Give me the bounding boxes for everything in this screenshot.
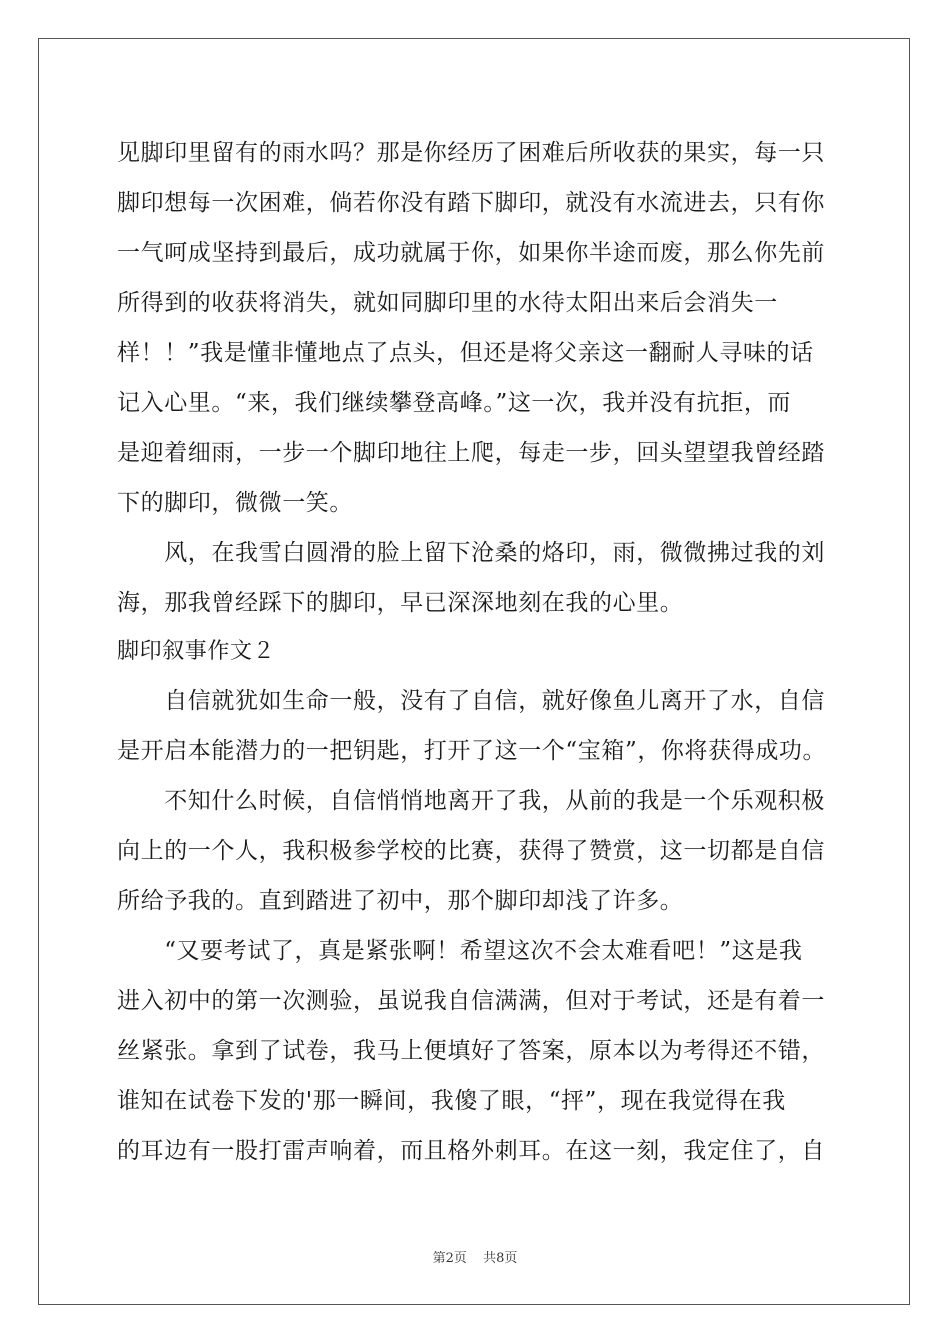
text-line: 一气呵成坚持到最后，成功就属于你，如果你半途而废，那么你先前 xyxy=(117,240,825,266)
document-body xyxy=(117,128,837,1176)
text-line: 谁知在试卷下发的'那一瞬间，我傻了眼，“抨”，现在我觉得在我 xyxy=(117,1088,786,1114)
text-line: 样！！”我是懂非懂地点了点头，但还是将父亲这一翻耐人寻味的话 xyxy=(117,340,814,366)
text-line: 是迎着细雨，一步一个脚印地往上爬，每走一步，回头望望我曾经踏 xyxy=(117,440,825,466)
text-line: “又要考试了，真是紧张啊！希望这次不会太难看吧！”这是我 xyxy=(117,938,803,964)
text-line: 不知什么时候，自信悄悄地离开了我，从前的我是一个乐观积极 xyxy=(117,788,825,814)
text-line: 脚印想每一次困难，倘若你没有踏下脚印，就没有水流进去，只有你 xyxy=(117,190,825,216)
text-line: 风，在我雪白圆滑的脸上留下沧桑的烙印，雨，微微拂过我的刘 xyxy=(117,540,825,566)
text-line: 见脚印里留有的雨水吗？那是你经历了困难后所收获的果实，每一只 xyxy=(117,140,825,166)
text-line: 是开启本能潜力的一把钥匙，打开了这一个“宝箱”，你将获得成功。 xyxy=(117,738,827,764)
text-line: 下的脚印，微微一笑。 xyxy=(117,490,353,516)
page-total: 共8页 xyxy=(483,1251,518,1266)
page-number: 第2页 xyxy=(432,1251,467,1266)
text-line: 的耳边有一股打雷声响着，而且格外刺耳。在这一刻，我定住了，自 xyxy=(117,1138,825,1164)
text-line: 丝紧张。拿到了试卷，我马上便填好了答案，原本以为考得还不错， xyxy=(117,1038,825,1064)
text-line: 记入心里。“来，我们继续攀登高峰。”这一次，我并没有抗拒，而 xyxy=(117,390,792,416)
text-line: 向上的一个人，我积极参学校的比赛，获得了赞赏，这一切都是自信 xyxy=(117,838,825,864)
text-line: 所给予我的。直到踏进了初中，那个脚印却浅了许多。 xyxy=(117,888,684,914)
section-heading: 脚印叙事作文２ xyxy=(117,639,276,664)
text-line: 自信就犹如生命一般，没有了自信，就好像鱼儿离开了水，自信 xyxy=(117,688,825,714)
text-line: 所得到的收获将消失，就如同脚印里的水待太阳出来后会消失一 xyxy=(117,290,778,316)
text-line: 海，那我曾经踩下的脚印，早已深深地刻在我的心里。 xyxy=(117,590,684,616)
page-footer xyxy=(0,1247,950,1266)
text-line: 进入初中的第一次测验，虽说我自信满满，但对于考试，还是有着一 xyxy=(117,988,825,1014)
